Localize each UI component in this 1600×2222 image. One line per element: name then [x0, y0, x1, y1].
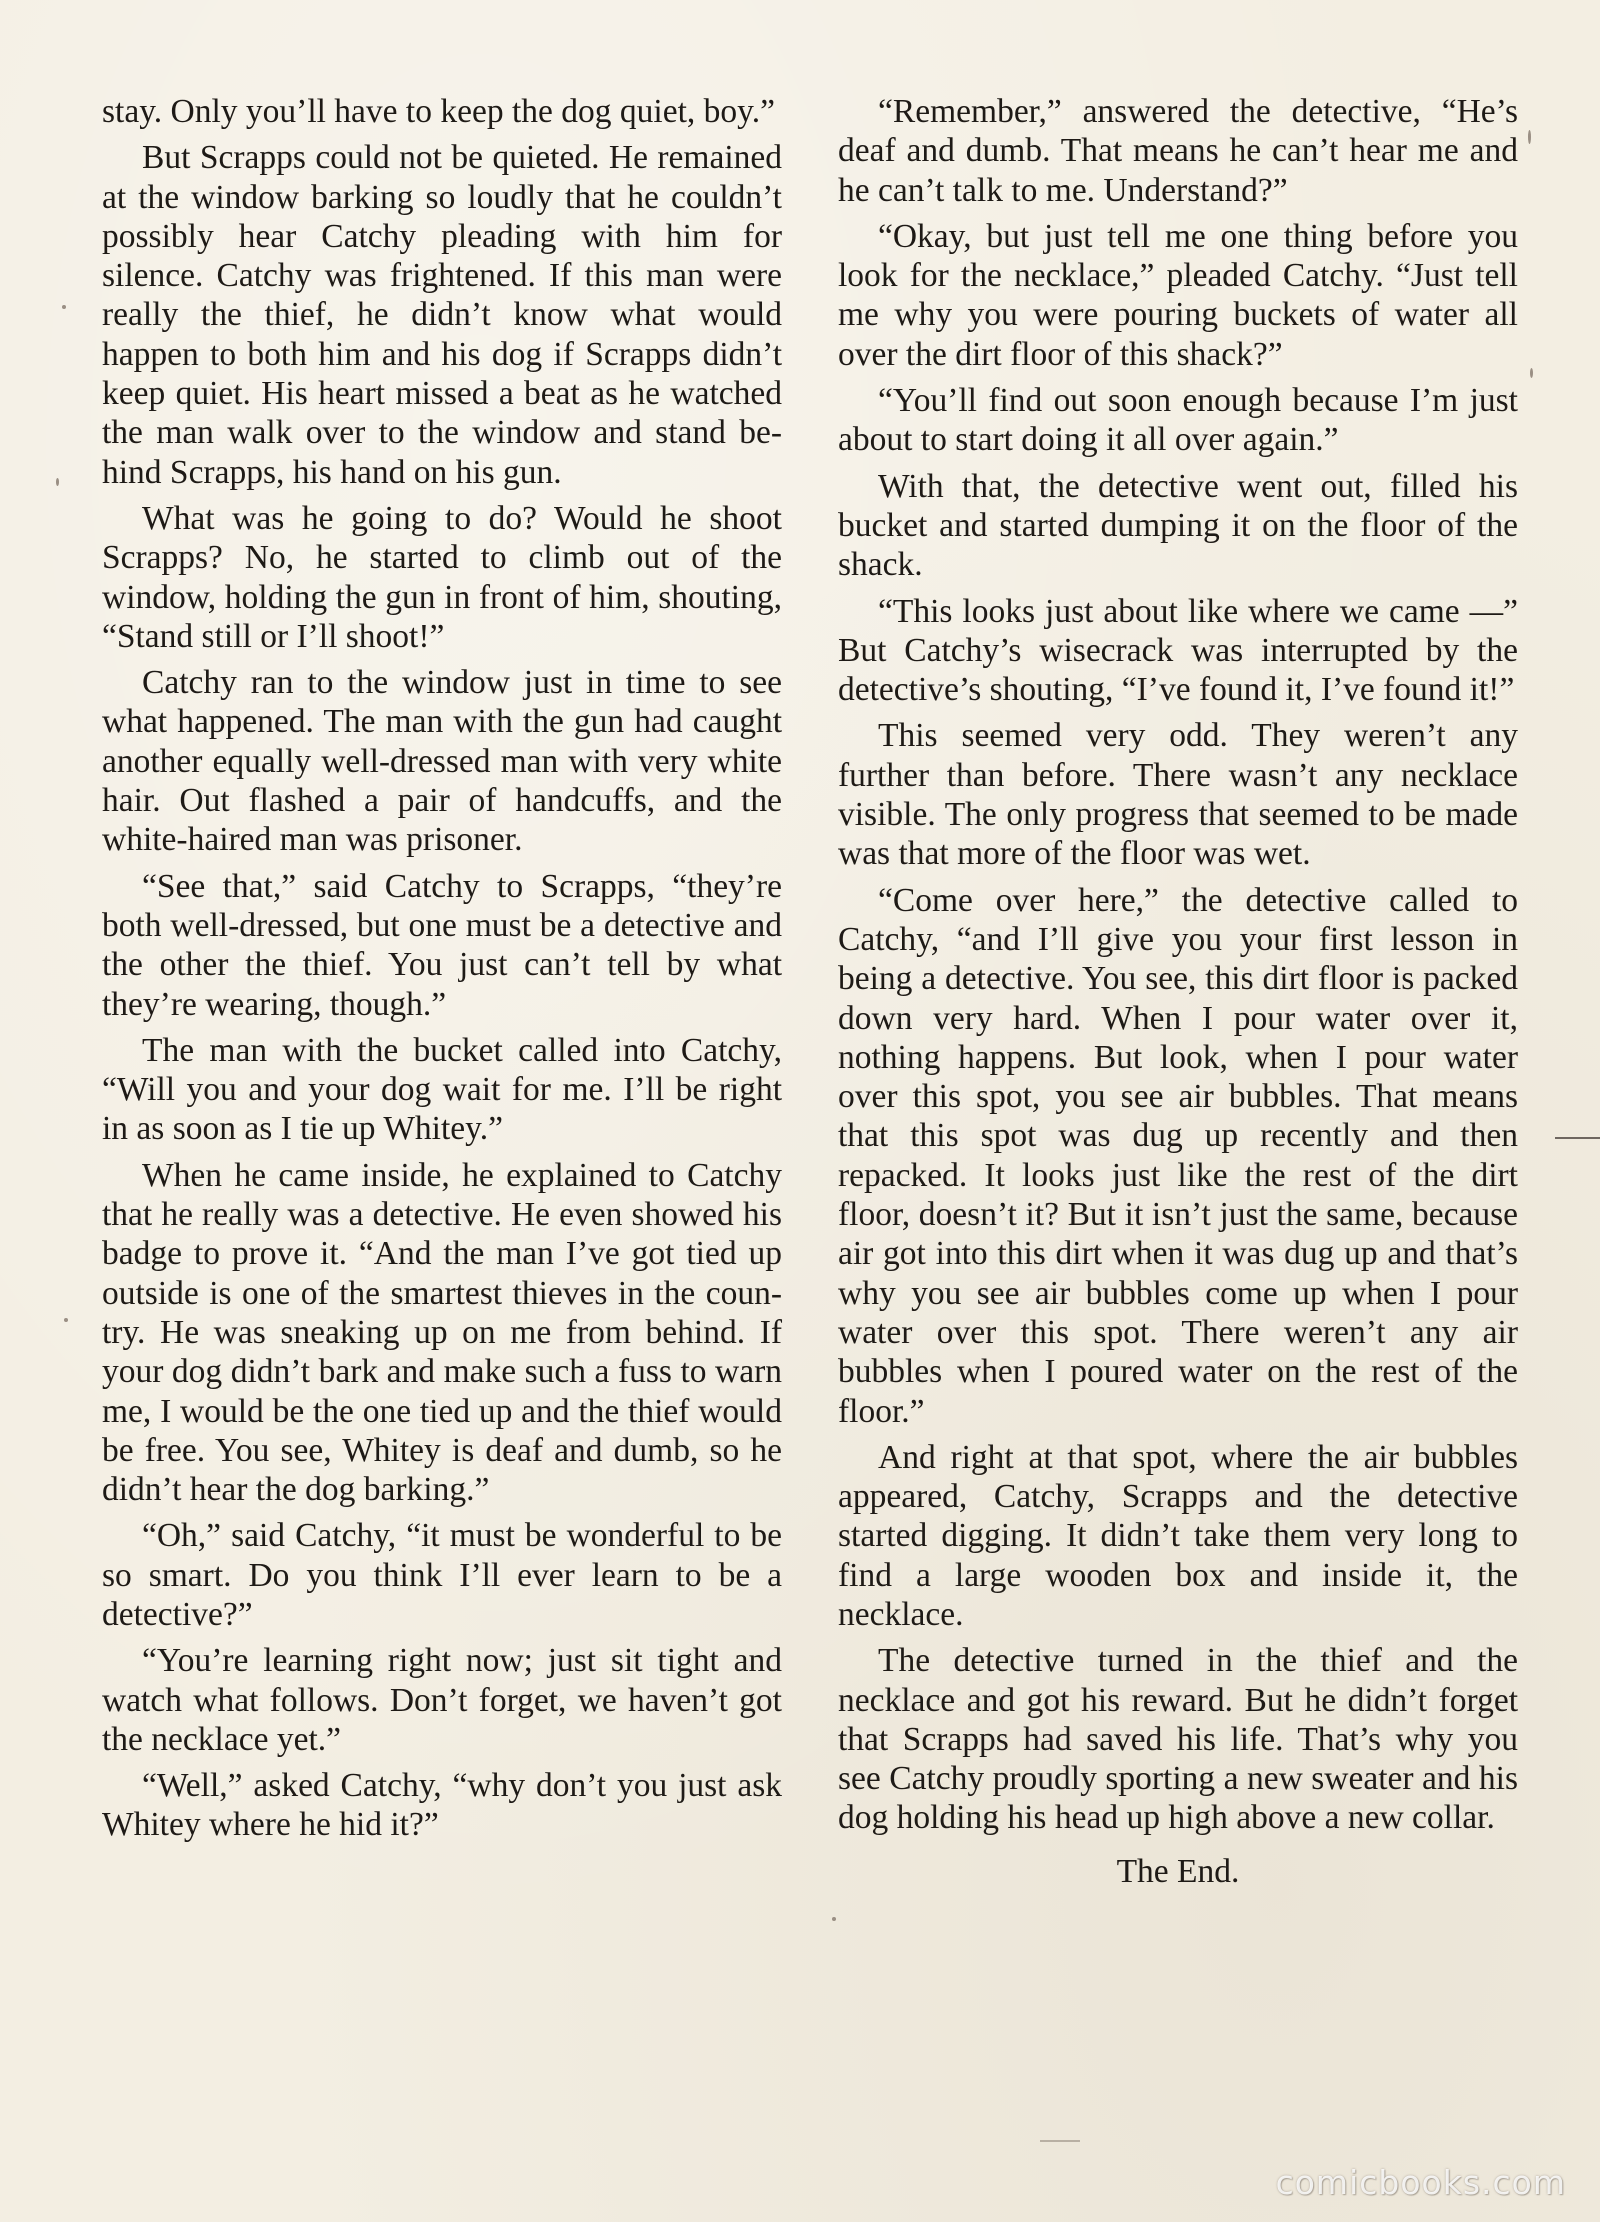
- paragraph: “Come over here,” the detective called to Catchy, “and I’ll give you your first lesson in being a detective. You see, this dirt floor is packed down very hard. When I pour water over it, nothing happens. But look, when I pour water over this spot, you see air bubbles. That means that this spot was dug up recently and then repacked. It looks just like the rest of the dirt floor, doesn’t it? But it isn’t just the same, because air got into this dirt when it was dug up and that’s why you see air bubbles come up when I pour water over this spot. There weren’t any air bubbles when I poured water on the rest of the floor.”: [838, 881, 1518, 1430]
- paragraph: “You’re learning right now; just sit tight and watch what follows. Don’t forget, we haven’t got the necklace yet.”: [102, 1642, 782, 1758]
- print-speck: [56, 478, 59, 486]
- paragraph: And right at that spot, where the air bubbles appeared, Catchy, Scrapps and the detective started digging. It didn’t take them very long to find a large wooden box and inside it, the necklace.: [838, 1438, 1518, 1633]
- paragraph: What was he going to do? Would he shoot Scrapps? No, he started to climb out of the window, holding the gun in front of him, shouting, “Stand still or I’ll shoot!”: [102, 499, 782, 655]
- paragraph: “This looks just about like where we came —” But Catchy’s wisecrack was interrupted by the detective’s shouting, “I’ve found it, I’ve found it!”: [838, 592, 1518, 709]
- paragraph: stay. Only you’ll have to keep the dog quiet, boy.”: [102, 93, 775, 130]
- paragraph: “Okay, but just tell me one thing before you look for the necklace,” pleaded Catchy. “Just tell me why you were pouring buckets of water all over the dirt floor of this shack?”: [838, 217, 1518, 373]
- paragraph: The man with the bucket called into Catchy, “Will you and your dog wait for me. I’ll be right in as soon as I tie up Whitey.”: [102, 1031, 782, 1148]
- print-speck: [1528, 130, 1531, 144]
- paragraph: “See that,” said Catchy to Scrapps, “they’re both well-dressed, but one must be a detective and the other the thief. You just can’t tell by what they’re wearing, though.”: [102, 867, 782, 1023]
- edge-mark: [1040, 2140, 1080, 2142]
- print-speck: [62, 305, 66, 309]
- paragraph: When he came inside, he explained to Catchy that he really was a detective. He even showed his badge to prove it. “And the man I’ve got tied up outside is one of the smartest thieves in the country. He was sneaking up on me from behind. If your dog didn’t bark and make such a fuss to warn me, I would be the one tied up and the thief would be free. You see, Whitey is deaf and dumb, so he didn’t hear the dog barking.”: [102, 1156, 782, 1509]
- print-speck: [1530, 368, 1533, 378]
- paragraph: But Scrapps could not be quieted. He remained at the window barking so loudly that he couldn’t possibly hear Catchy pleading with him for silence. Catchy was frightened. If this man were really the thief, he didn’t know what would happen to both him and his dog if Scrapps didn’t keep quiet. His heart missed a beat as he watched the man walk over to the window and stand behind Scrapps, his hand on his gun.: [102, 139, 782, 491]
- left-text-column: [102, 92, 782, 1852]
- paragraph: Catchy ran to the window just in time to see what happened. The man with the gun had caught another equally well-dressed man with very white hair. Out flashed a pair of handcuffs, and the white-haired man was prisoner.: [102, 664, 782, 859]
- right-text-column: [838, 92, 1518, 1898]
- paragraph: The detective turned in the thief and the necklace and got his reward. But he didn’t forget that Scrapps had saved his life. That’s why you see Catchy proudly sporting a new sweater and his dog holding his head up high above a new collar.: [838, 1642, 1518, 1837]
- paragraph: “Oh,” said Catchy, “it must be wonderful to be so smart. Do you think I’ll ever learn to be a detective?”: [102, 1517, 782, 1633]
- print-speck: [64, 1318, 68, 1322]
- paragraph: “You’ll find out soon enough because I’m just about to start doing it all over again.”: [838, 382, 1518, 459]
- print-speck: [832, 1917, 836, 1921]
- the-end-label: The End.: [1116, 1852, 1240, 1890]
- paragraph: “Well,” asked Catchy, “why don’t you just ask Whitey where he hid it?”: [102, 1767, 782, 1844]
- paragraph: “Remember,” answered the detective, “He’s deaf and dumb. That means he can’t hear me and he can’t talk to me. Understand?”: [838, 93, 1518, 209]
- edge-mark: [1555, 1137, 1600, 1139]
- paragraph: With that, the detective went out, filled his bucket and started dumping it on the floor of the shack.: [838, 467, 1518, 584]
- watermark: comicbooks.com: [1275, 2163, 1566, 2202]
- paragraph: This seemed very odd. They weren’t any further than before. There wasn’t any necklace visible. The only progress that seemed to be made was that more of the floor was wet.: [838, 717, 1518, 873]
